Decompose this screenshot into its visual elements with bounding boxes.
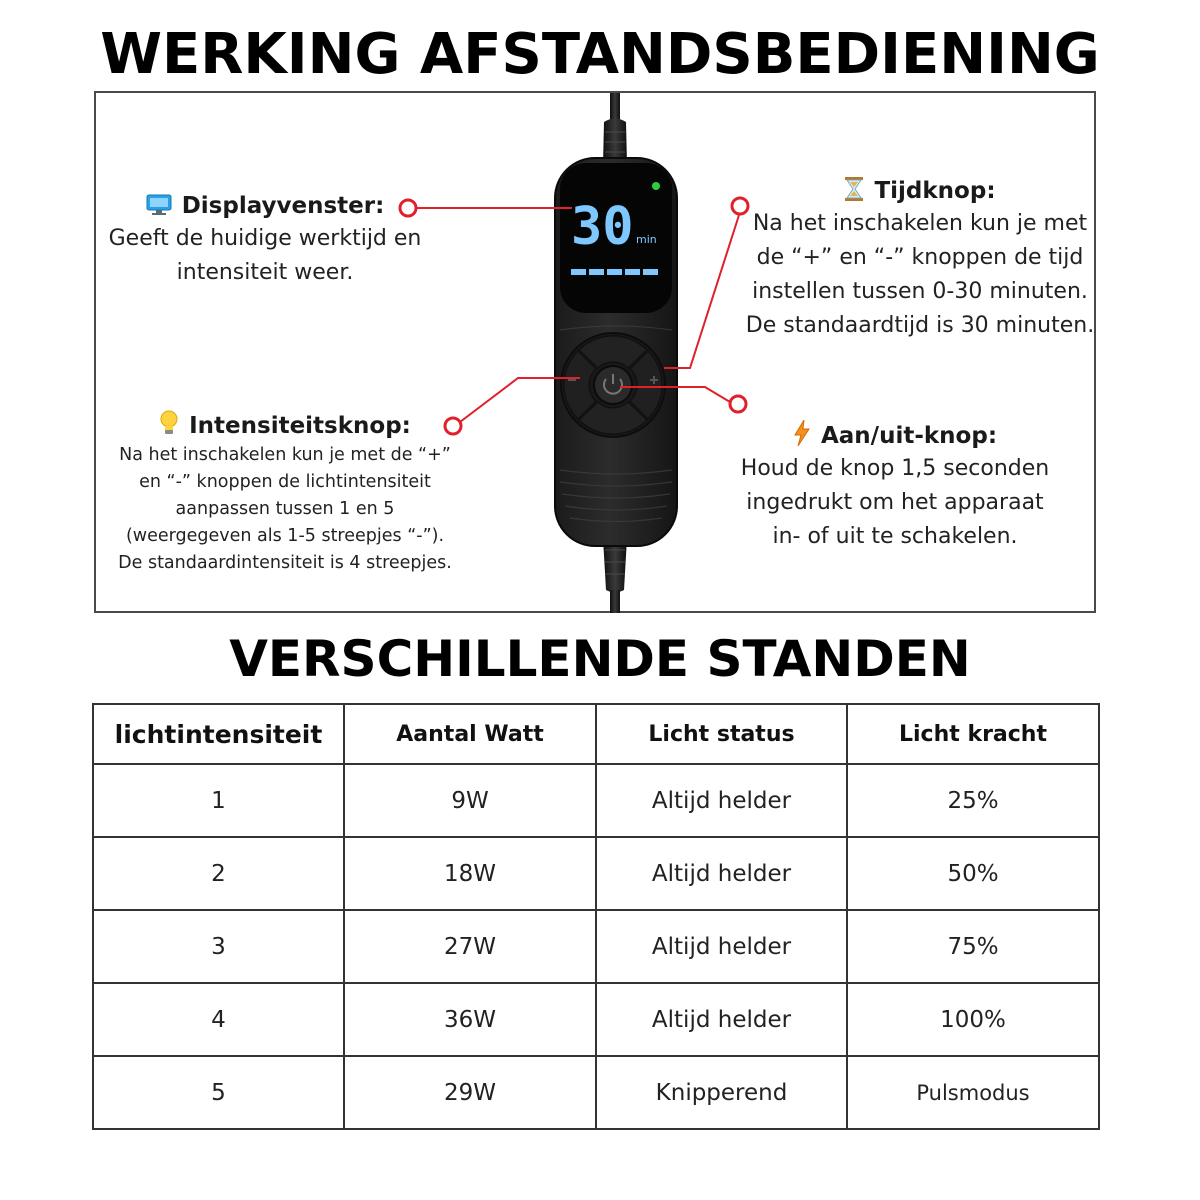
column-header: Licht kracht bbox=[847, 704, 1099, 764]
cable-bottom bbox=[603, 538, 627, 613]
power-callout bbox=[725, 420, 1065, 554]
table-cell: 4 bbox=[93, 983, 344, 1056]
power-button[interactable] bbox=[594, 366, 632, 404]
section-title: VERSCHILLENDE STANDEN bbox=[229, 630, 971, 688]
table-cell: 25% bbox=[847, 764, 1099, 837]
intensity-bar bbox=[625, 269, 640, 275]
table-header-row bbox=[93, 704, 1099, 764]
table-cell: Altijd helder bbox=[596, 983, 847, 1056]
display-callout-text bbox=[100, 222, 430, 290]
intensity-bars bbox=[571, 269, 658, 275]
table-cell: 3 bbox=[93, 910, 344, 983]
power-callout-text bbox=[725, 452, 1065, 554]
intensity-callout-title: Intensiteitsknop: bbox=[189, 413, 411, 439]
power-callout-header bbox=[725, 420, 1065, 452]
text-line: De standaardintensiteit is 4 streepjes. bbox=[118, 553, 452, 573]
time-callout bbox=[740, 177, 1100, 343]
text-line: Geeft de huidige werktijd en bbox=[108, 226, 422, 251]
table-cell: 1 bbox=[93, 764, 344, 837]
table-cell: 29W bbox=[344, 1056, 596, 1129]
text-line: instellen tussen 0-30 minuten. bbox=[752, 279, 1088, 304]
intensity-bar bbox=[571, 269, 586, 275]
hourglass-icon bbox=[844, 177, 864, 207]
text-line: Na het inschakelen kun je met de “+” bbox=[119, 445, 451, 465]
table-cell: 100% bbox=[847, 983, 1099, 1056]
table-cell: 18W bbox=[344, 837, 596, 910]
time-callout-title: Tijdknop: bbox=[874, 178, 996, 204]
power-callout-dot bbox=[730, 396, 746, 412]
page-title: WERKING AFSTANDSBEDIENING bbox=[100, 22, 1100, 87]
cable-top bbox=[603, 93, 627, 165]
intensity-callout bbox=[100, 410, 470, 577]
table-row bbox=[93, 983, 1099, 1056]
table-row bbox=[93, 837, 1099, 910]
intensity-bar bbox=[607, 269, 622, 275]
display-time: 30 bbox=[571, 197, 634, 257]
text-line: ingedrukt om het apparaat bbox=[746, 490, 1044, 515]
table-cell: Knipperend bbox=[596, 1056, 847, 1129]
modes-table bbox=[92, 703, 1100, 1130]
display-callout-title: Displayvenster: bbox=[181, 193, 385, 219]
table-cell: Altijd helder bbox=[596, 837, 847, 910]
table-cell: 50% bbox=[847, 837, 1099, 910]
display-callout-header bbox=[100, 193, 430, 222]
table-cell: Altijd helder bbox=[596, 910, 847, 983]
text-line: aanpassen tussen 1 en 5 bbox=[175, 499, 395, 519]
display-unit: min bbox=[636, 233, 657, 246]
display-callout bbox=[100, 193, 430, 290]
table-cell: 5 bbox=[93, 1056, 344, 1129]
table-cell: 9W bbox=[344, 764, 596, 837]
text-line: in- of uit te schakelen. bbox=[772, 524, 1018, 549]
lightbulb-icon bbox=[159, 410, 179, 442]
text-line: de “+” en “-” knoppen de tijd bbox=[756, 245, 1084, 270]
intensity-bar bbox=[643, 269, 658, 275]
table-cell: Pulsmodus bbox=[847, 1056, 1099, 1129]
text-line: Houd de knop 1,5 seconden bbox=[740, 456, 1050, 481]
text-line: en “-” knoppen de lichtintensiteit bbox=[139, 472, 431, 492]
monitor-icon bbox=[146, 194, 172, 222]
time-callout-text bbox=[740, 207, 1100, 343]
table-cell: 36W bbox=[344, 983, 596, 1056]
intensity-callout-text bbox=[100, 442, 470, 577]
table-cell: Altijd helder bbox=[596, 764, 847, 837]
table-cell: 2 bbox=[93, 837, 344, 910]
text-line: De standaardtijd is 30 minuten. bbox=[745, 313, 1095, 338]
table-row bbox=[93, 910, 1099, 983]
status-led bbox=[652, 182, 660, 190]
intensity-callout-header bbox=[100, 410, 470, 442]
text-line: Na het inschakelen kun je met bbox=[752, 211, 1088, 236]
button-pad bbox=[561, 333, 665, 437]
text-line: intensiteit weer. bbox=[176, 260, 354, 285]
column-header: Licht status bbox=[596, 704, 847, 764]
column-header: lichtintensiteit bbox=[93, 704, 344, 764]
column-header: Aantal Watt bbox=[344, 704, 596, 764]
table-row bbox=[93, 764, 1099, 837]
lightning-icon bbox=[793, 420, 811, 452]
time-callout-header bbox=[740, 177, 1100, 207]
power-callout-title: Aan/uit-knop: bbox=[820, 423, 998, 449]
text-line: (weergegeven als 1-5 streepjes “-”). bbox=[125, 526, 445, 546]
table-cell: 27W bbox=[344, 910, 596, 983]
table-cell: 75% bbox=[847, 910, 1099, 983]
table-row bbox=[93, 1056, 1099, 1129]
intensity-bar bbox=[589, 269, 604, 275]
